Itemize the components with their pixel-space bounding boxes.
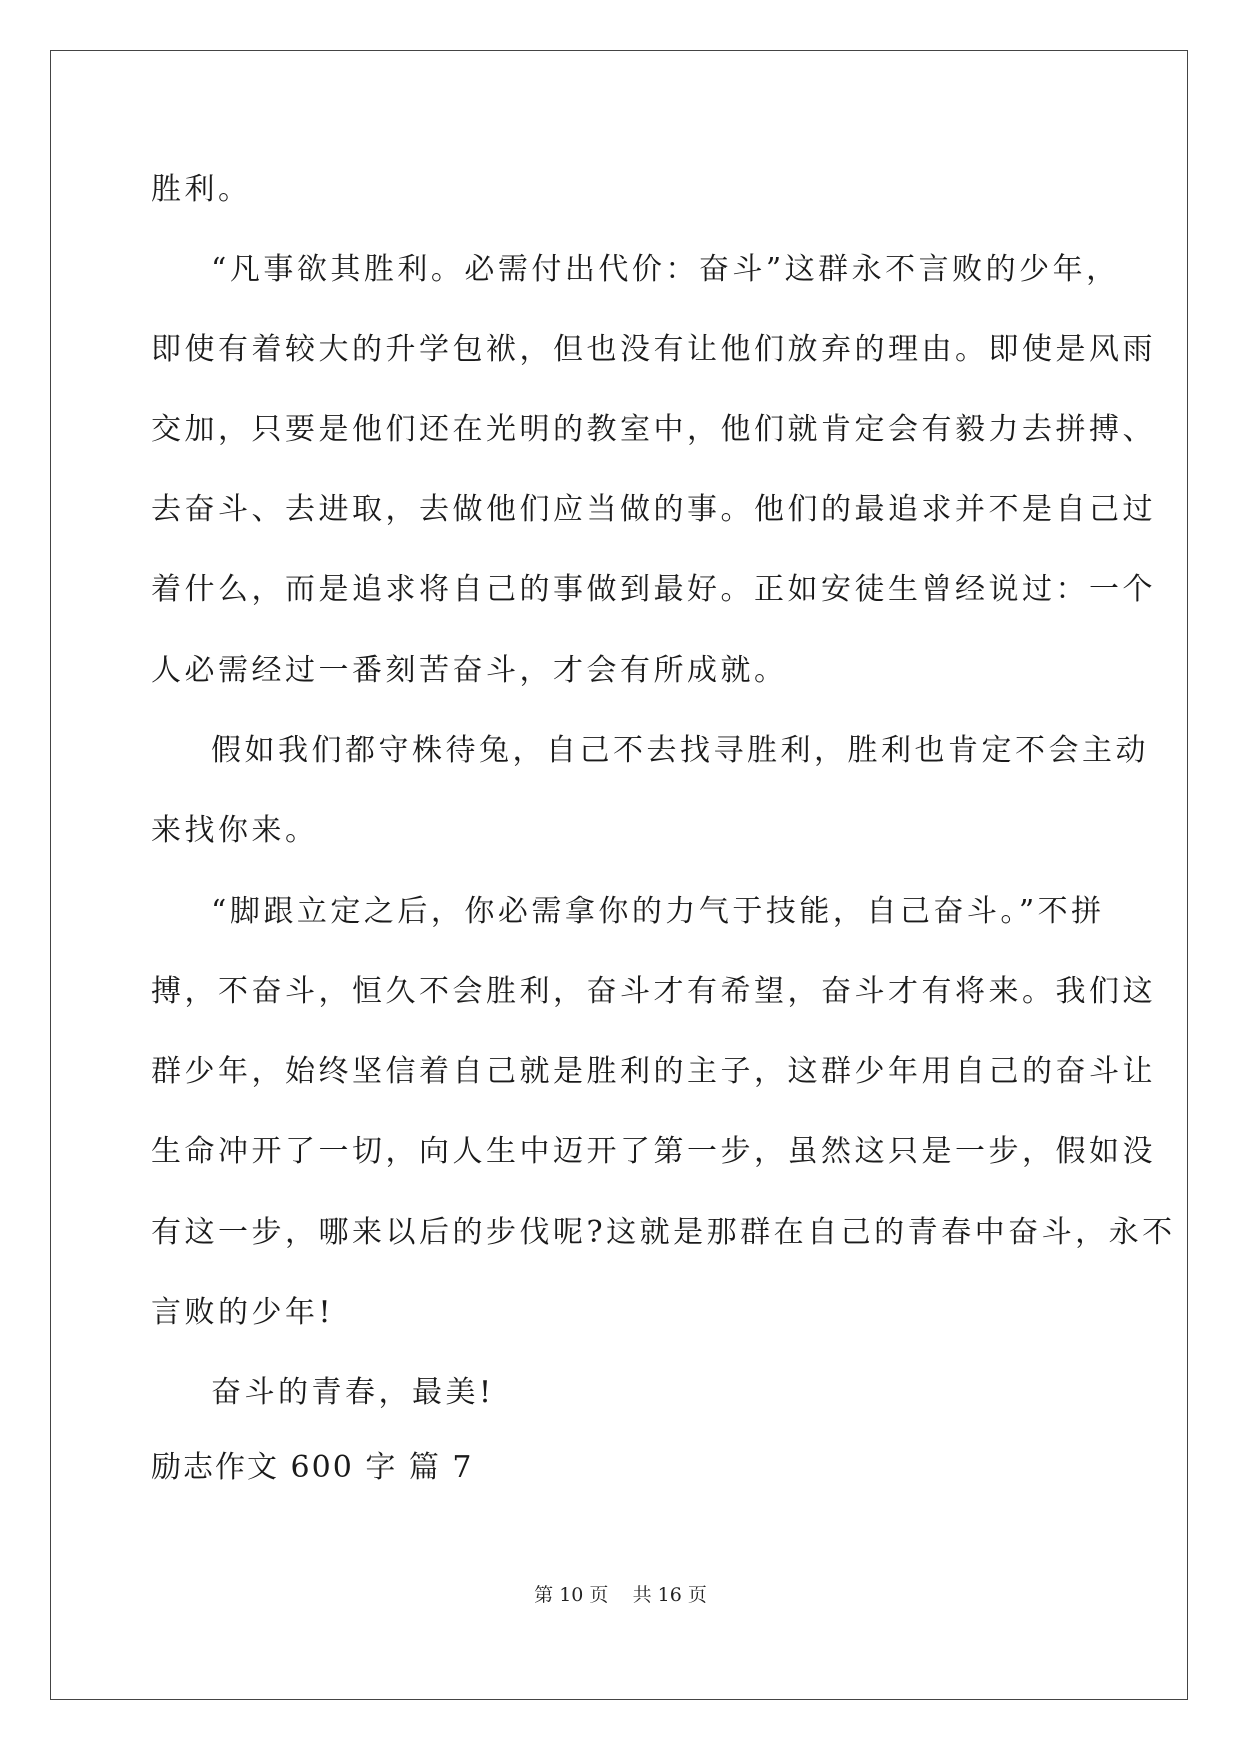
text-line: 来找你来。 <box>151 813 319 848</box>
page-number: 第 10 页 共 16 页 <box>534 1584 707 1606</box>
paragraph-start: “脚跟立定之后，你必需拿你的力气于技能，自己奋斗。”不拼 <box>211 894 1105 929</box>
paragraph-start: 假如我们都守株待兔，自己不去找寻胜利，胜利也肯定不会主动 <box>211 733 1149 768</box>
text-line: 言败的少年! <box>151 1295 335 1330</box>
page-footer <box>0 1582 1241 1608</box>
text-line: 人必需经过一番刻苦奋斗，才会有所成就。 <box>151 653 788 688</box>
text-line: 去奋斗、去进取，去做他们应当做的事。他们的最追求并不是自己过 <box>151 492 1156 527</box>
text-line: 搏，不奋斗，恒久不会胜利，奋斗才有希望，奋斗才有将来。我们这 <box>151 974 1156 1009</box>
text-line: 即使有着较大的升学包袱，但也没有让他们放弃的理由。即使是风雨 <box>151 332 1156 367</box>
section-heading: 励志作文 600 字 篇 7 <box>151 1450 474 1485</box>
text-line: 交加，只要是他们还在光明的教室中，他们就肯定会有毅力去拼搏、 <box>151 412 1156 447</box>
text-line: 有这一步，哪来以后的步伐呢?这就是那群在自己的青春中奋斗，永不 <box>151 1215 1176 1250</box>
text-line: 着什么，而是追求将自己的事做到最好。正如安徒生曾经说过：一个 <box>151 572 1156 607</box>
text-line: 生命冲开了一切，向人生中迈开了第一步，虽然这只是一步，假如没 <box>151 1134 1156 1169</box>
text-line: 群少年，始终坚信着自己就是胜利的主子，这群少年用自己的奋斗让 <box>151 1054 1156 1089</box>
text-line: 胜利。 <box>151 172 252 207</box>
paragraph-start: 奋斗的青春，最美! <box>211 1375 495 1410</box>
paragraph-start: “凡事欲其胜利。必需付出代价：奋斗”这群永不言败的少年， <box>211 252 1120 287</box>
